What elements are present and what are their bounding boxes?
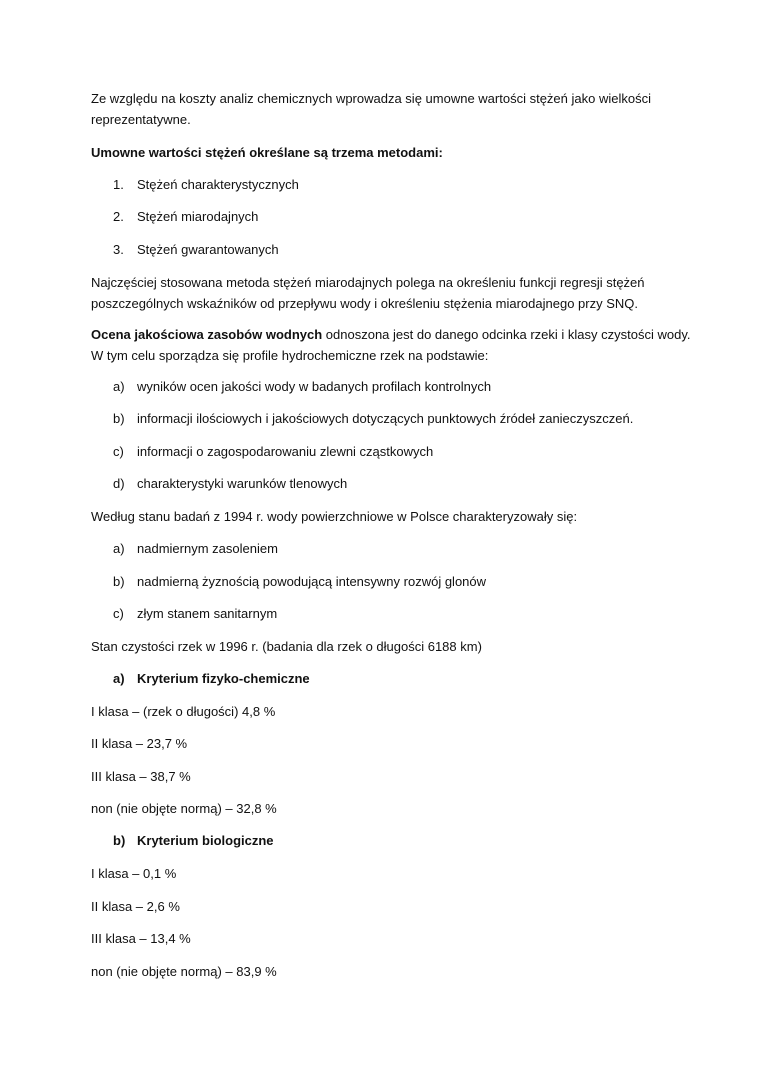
list-item-text: nadmiernym zasoleniem [137,541,278,556]
regression-line-1: Najczęściej stosowana metoda stężeń miarodajnych polega na określeniu funkcji regresji stężeń [91,275,645,290]
intro-line-2: reprezentatywne. [91,112,191,127]
list-item-text: informacji o zagospodarowaniu zlewni cząstkowych [137,444,434,459]
criterion-b-row: non (nie objęte normą) – 83,9 % [91,964,277,979]
assessment-line-2: W tym celu sporządza się profile hydrochemiczne rzek na podstawie: [91,348,489,363]
criterion-b-row: II klasa – 2,6 % [91,899,180,914]
list-item-text: informacji ilościowych i jakościowych dotyczących punktowych źródeł zanieczyszczeń. [137,411,634,426]
list-marker: a) [113,541,125,556]
regression-line-2: poszczególnych wskaźników od przepływu wody i określeniu stężenia miarodajnego przy SNQ. [91,296,638,311]
list-item-text: Stężeń charakterystycznych [137,177,299,192]
criterion-b-row: III klasa – 13,4 % [91,931,191,946]
intro-line-1: Ze względu na koszty analiz chemicznych wprowadza się umowne wartości stężeń jako wielkości [91,91,651,106]
list-marker: 3. [113,242,124,257]
list-marker: a) [113,379,125,394]
methods-heading: Umowne wartości stężeń określane są trzema metodami: [91,145,443,160]
list-item-text: Stężeń miarodajnych [137,209,259,224]
criterion-b-marker: b) [113,833,126,848]
criterion-a-marker: a) [113,671,125,686]
criterion-a-title: Kryterium fizyko-chemiczne [137,671,310,686]
list-marker: d) [113,476,125,491]
state-1996: Stan czystości rzek w 1996 r. (badania dla rzek o długości 6188 km) [91,639,482,654]
list-item-text: charakterystyki warunków tlenowych [137,476,348,491]
assessment-bold-term: Ocena jakościowa zasobów wodnych [91,327,323,342]
assessment-line-1 [91,326,690,344]
criterion-b-row: I klasa – 0,1 % [91,866,177,881]
criterion-a-row: I klasa – (rzek o długości) 4,8 % [91,704,276,719]
list-marker: 1. [113,177,124,192]
list-item-text: nadmierną żyznością powodującą intensywny rozwój glonów [137,574,487,589]
list-item-text: złym stanem sanitarnym [137,606,278,621]
assessment-line-1-rest: odnoszona jest do danego odcinka rzeki i klasy czystości wody. [322,327,691,342]
criterion-b-title: Kryterium biologiczne [137,833,274,848]
list-marker: b) [113,411,125,426]
state-1994: Według stanu badań z 1994 r. wody powierzchniowe w Polsce charakteryzowały się: [91,509,578,524]
list-marker: b) [113,574,125,589]
criterion-a-row: III klasa – 38,7 % [91,769,191,784]
list-marker: 2. [113,209,124,224]
list-marker: c) [113,606,124,621]
criterion-a-row: non (nie objęte normą) – 32,8 % [91,801,277,816]
list-marker: c) [113,444,124,459]
list-item-text: wyników ocen jakości wody w badanych profilach kontrolnych [137,379,492,394]
criterion-a-row: II klasa – 23,7 % [91,736,188,751]
list-item-text: Stężeń gwarantowanych [137,242,279,257]
